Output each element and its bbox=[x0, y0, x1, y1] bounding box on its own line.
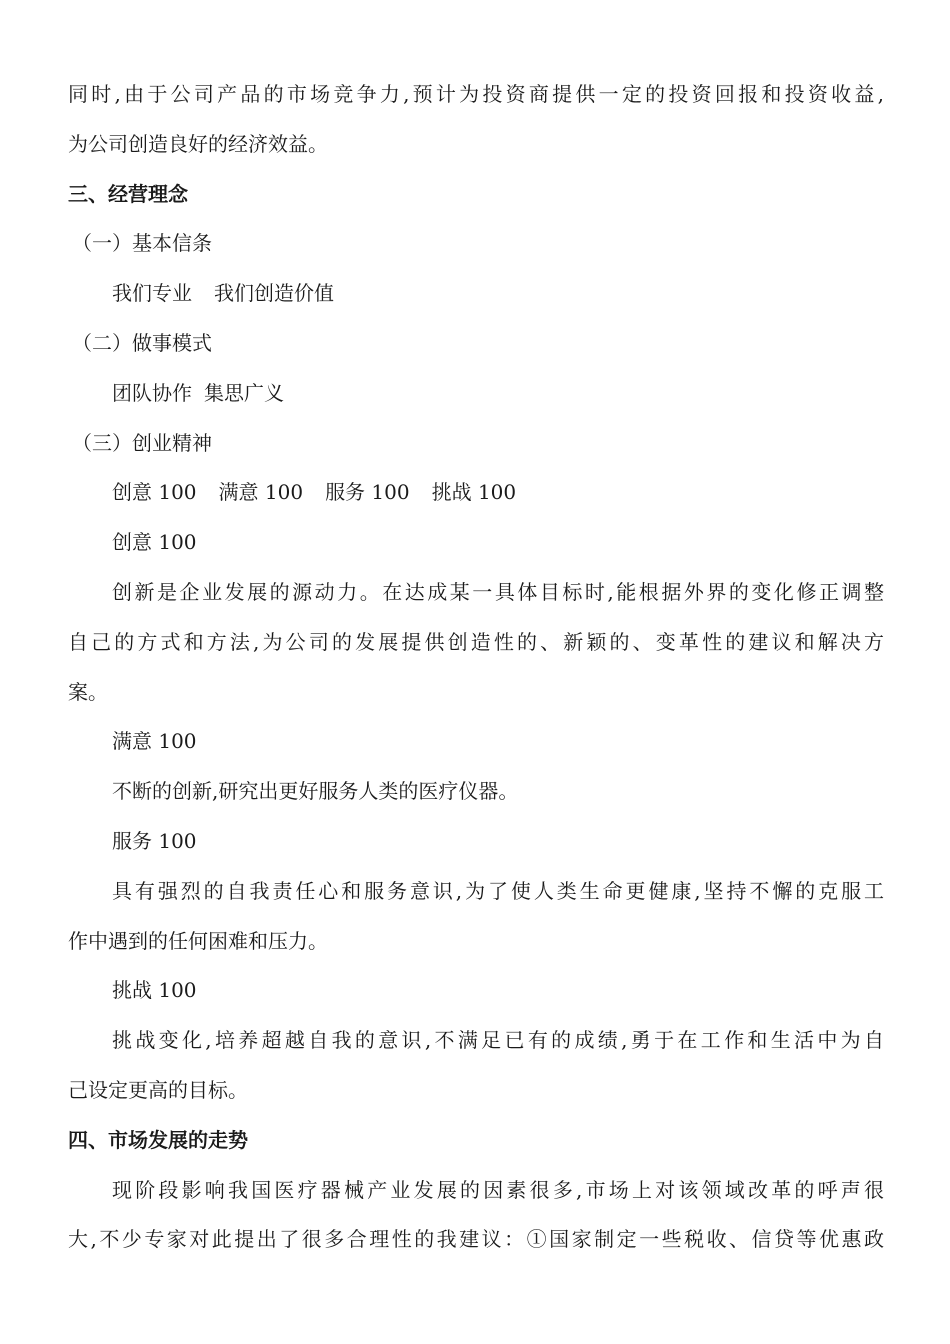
paragraph-line: 不断的创新,研究出更好服务人类的医疗仪器。 bbox=[112, 779, 519, 804]
creed-item: 我们专业 bbox=[112, 281, 192, 306]
paragraph-line: 挑战变化,培养超越自我的意识,不满足已有的成绩,勇于在工作和生活中为自 bbox=[112, 1028, 884, 1053]
work-mode-item: 集思广义 bbox=[204, 380, 284, 405]
spirit-label: 挑战 100 bbox=[112, 978, 197, 1003]
work-mode-item: 团队协作 bbox=[112, 380, 192, 405]
spirit-label: 创意 100 bbox=[112, 530, 197, 555]
paragraph-line: 案。 bbox=[68, 679, 108, 704]
spirit-item: 创意 100 bbox=[112, 480, 197, 505]
creed-item: 我们创造价值 bbox=[214, 281, 334, 306]
creed-line bbox=[68, 269, 884, 319]
subsection-title: （二）做事模式 bbox=[72, 330, 212, 355]
paragraph-line: 具有强烈的自我责任心和服务意识,为了使人类生命更健康,坚持不懈的克服工 bbox=[112, 878, 884, 903]
spirit-label: 服务 100 bbox=[112, 828, 197, 853]
paragraph-line: 己设定更高的目标。 bbox=[68, 1077, 248, 1102]
section-heading: 四、市场发展的走势 bbox=[68, 1127, 248, 1152]
paragraph-line: 创新是企业发展的源动力。在达成某一具体目标时,能根据外界的变化修正调整 bbox=[112, 579, 884, 604]
paragraph-line: 现阶段影响我国医疗器械产业发展的因素很多,市场上对该领域改革的呼声很 bbox=[112, 1177, 884, 1202]
spirit-line bbox=[68, 468, 884, 518]
paragraph-line: 大,不少专家对此提出了很多合理性的我建议：①国家制定一些税收、信贷等优惠政 bbox=[68, 1227, 884, 1252]
section-heading: 三、经营理念 bbox=[68, 181, 188, 206]
spirit-label: 满意 100 bbox=[112, 729, 197, 754]
paragraph-line: 作中遇到的任何困难和压力。 bbox=[68, 928, 328, 953]
document-page bbox=[68, 70, 884, 1265]
work-mode-line bbox=[68, 369, 884, 419]
paragraph-line: 自己的方式和方法,为公司的发展提供创造性的、新颖的、变革性的建议和解决方 bbox=[68, 629, 884, 654]
spirit-item: 挑战 100 bbox=[431, 480, 517, 505]
intro-paragraph-line: 为公司创造良好的经济效益。 bbox=[68, 131, 328, 156]
intro-paragraph-line: 同时,由于公司产品的市场竞争力,预计为投资商提供一定的投资回报和投资收益, bbox=[68, 82, 884, 106]
subsection-title: （一）基本信条 bbox=[72, 231, 212, 256]
spirit-item: 服务 100 bbox=[325, 480, 410, 505]
spirit-item: 满意 100 bbox=[218, 480, 304, 505]
subsection-title: （三）创业精神 bbox=[72, 430, 212, 455]
